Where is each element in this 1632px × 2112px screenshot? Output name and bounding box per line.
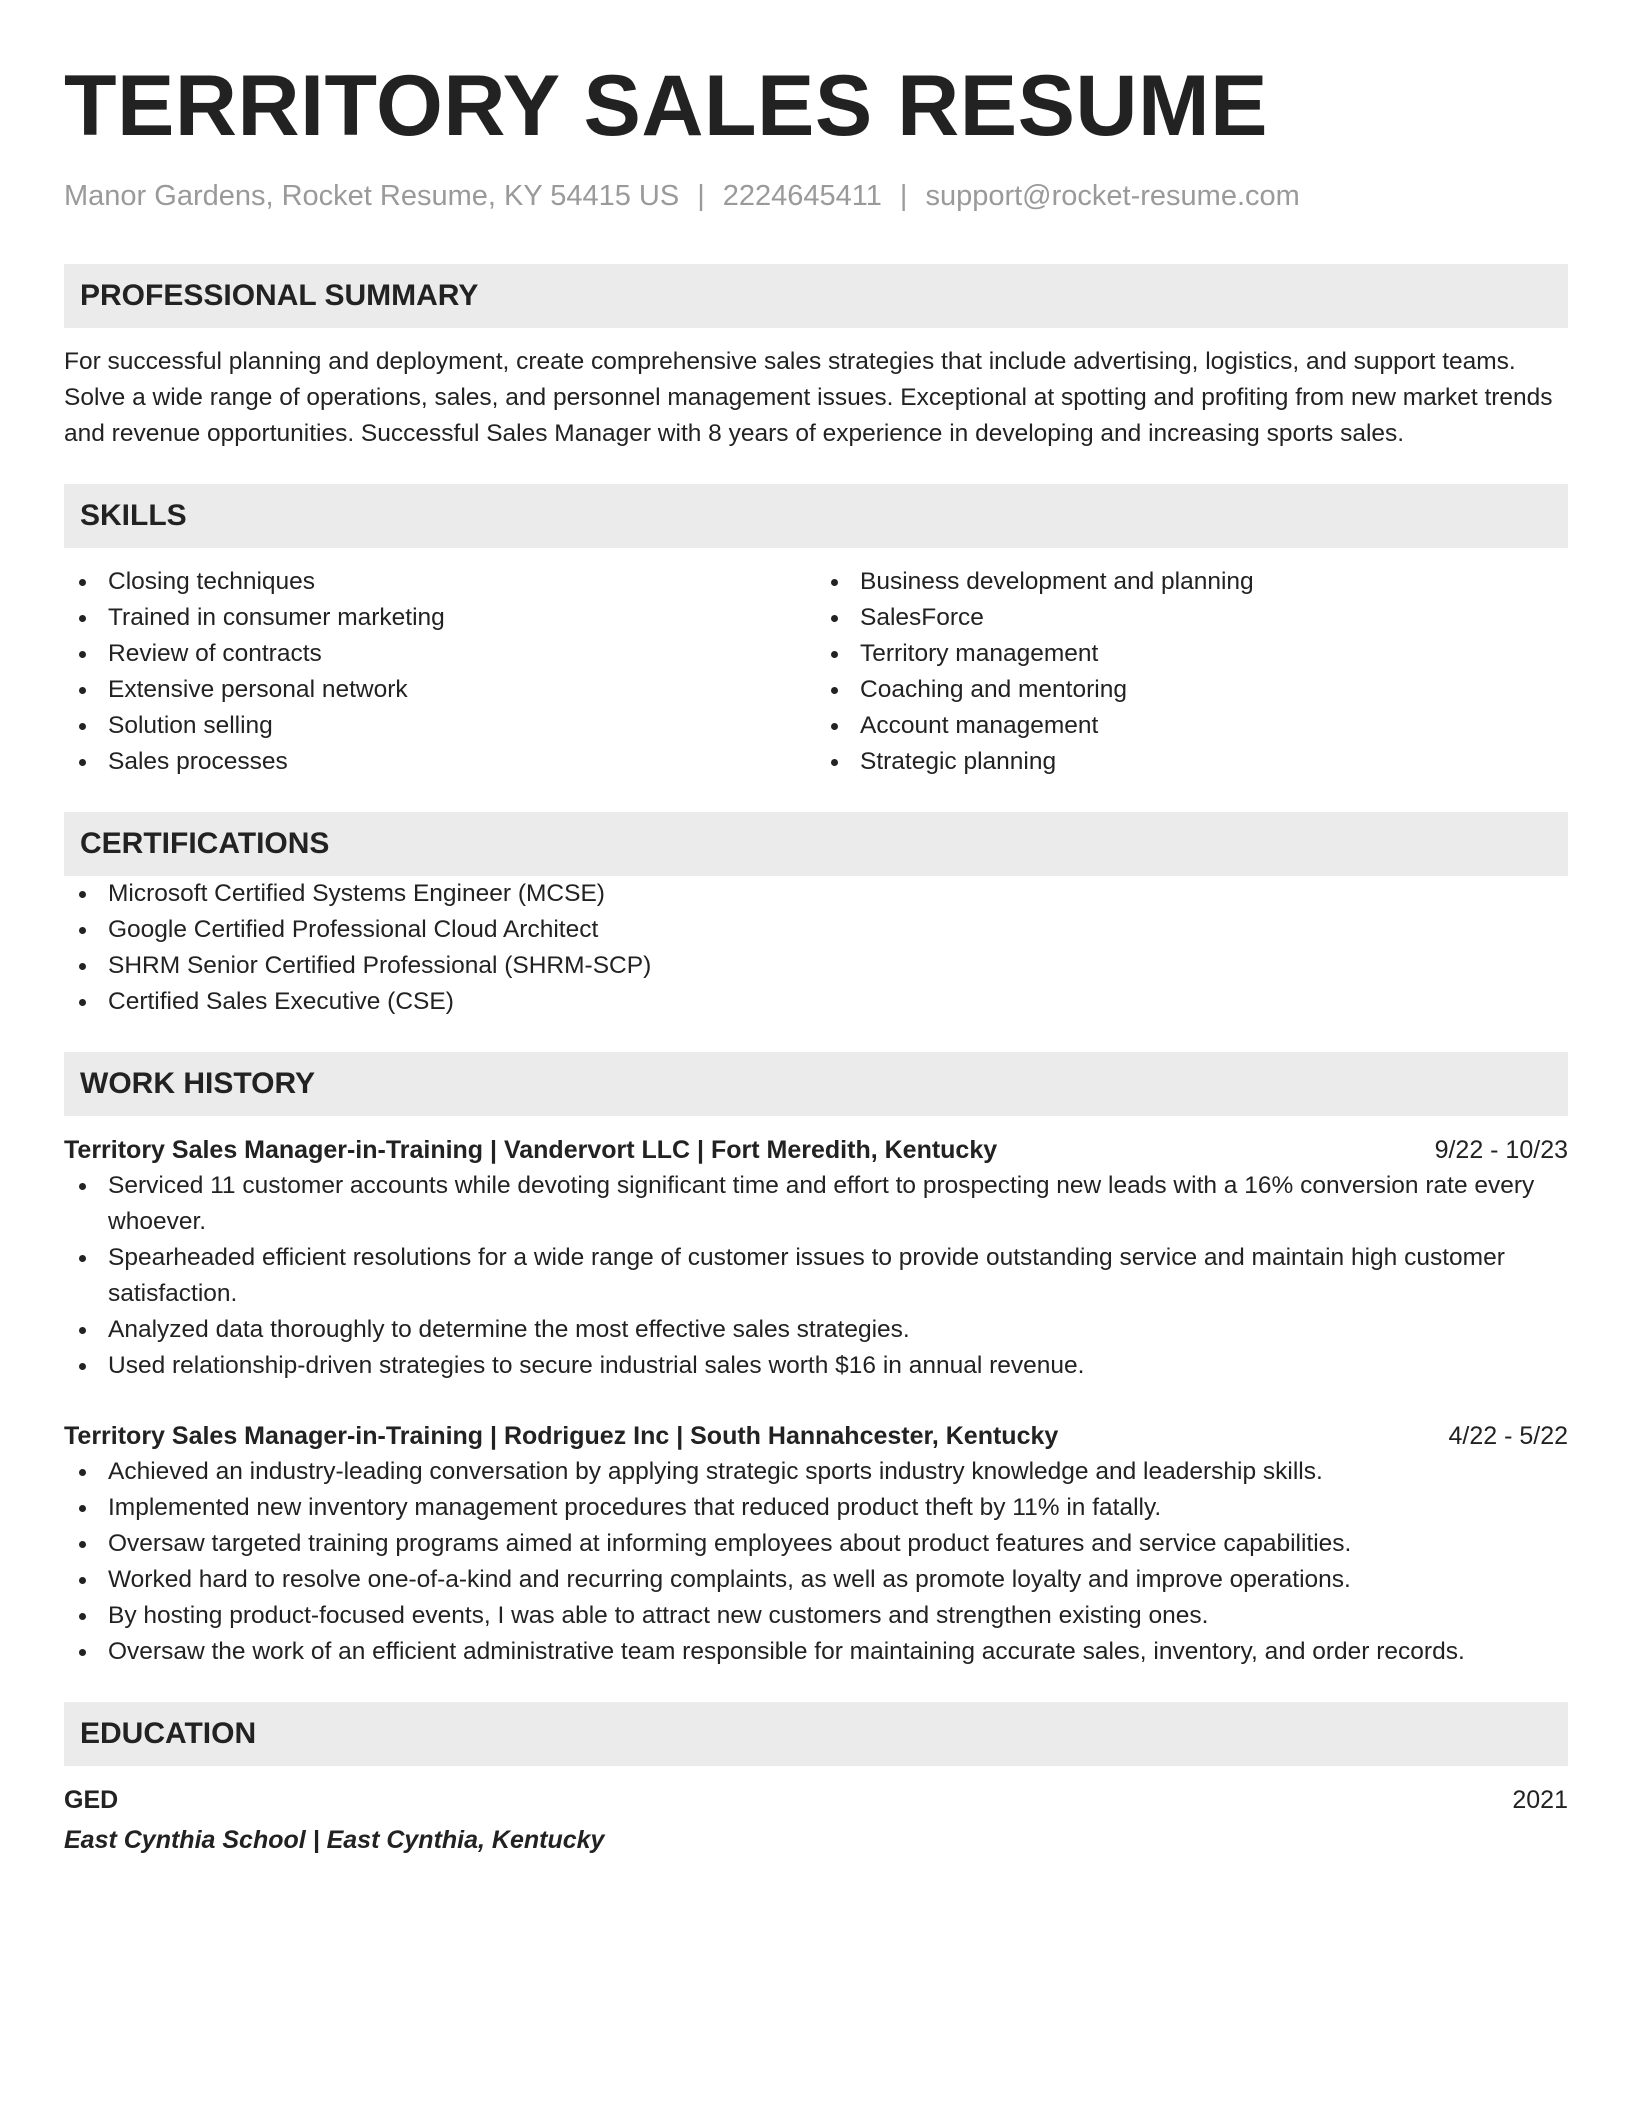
job-bullet: Used relationship-driven strategies to secure industrial sales worth $16 in annual revenue. bbox=[64, 1348, 1568, 1384]
certifications-list bbox=[64, 876, 1568, 1020]
job-bullet: By hosting product-focused events, I was able to attract new customers and strengthen existing ones. bbox=[64, 1598, 1568, 1634]
skill-item: Review of contracts bbox=[64, 636, 816, 672]
skill-item: Strategic planning bbox=[816, 744, 1568, 780]
job-dates: 9/22 - 10/23 bbox=[1434, 1136, 1568, 1164]
education-year: 2021 bbox=[1512, 1786, 1568, 1814]
job-bullet: Analyzed data thoroughly to determine the most effective sales strategies. bbox=[64, 1312, 1568, 1348]
skill-item: Closing techniques bbox=[64, 564, 816, 600]
certification-item: Google Certified Professional Cloud Architect bbox=[64, 912, 1568, 948]
contact-phone: 2224645411 bbox=[722, 180, 882, 212]
skill-item: Territory management bbox=[816, 636, 1568, 672]
contact-separator: | bbox=[899, 180, 908, 212]
job-dates: 4/22 - 5/22 bbox=[1448, 1422, 1568, 1450]
job-bullet: Spearheaded efficient resolutions for a wide range of customer issues to provide outstanding service and maintain high customer satisfaction. bbox=[64, 1240, 1568, 1312]
section-heading-certifications: CERTIFICATIONS bbox=[64, 812, 1568, 876]
skills-column-right bbox=[816, 564, 1568, 780]
section-heading-work-history: WORK HISTORY bbox=[64, 1052, 1568, 1116]
contact-separator: | bbox=[697, 180, 705, 212]
skill-item: SalesForce bbox=[816, 600, 1568, 636]
contact-line bbox=[64, 178, 1568, 214]
job-entry bbox=[64, 1418, 1568, 1670]
certification-item: Certified Sales Executive (CSE) bbox=[64, 984, 1568, 1020]
contact-address: Manor Gardens, Rocket Resume, KY 54415 US bbox=[64, 180, 680, 212]
skill-item: Business development and planning bbox=[816, 564, 1568, 600]
job-bullet: Worked hard to resolve one-of-a-kind and recurring complaints, as well as promote loyalty and improve operations. bbox=[64, 1562, 1568, 1598]
education-school: East Cynthia School | East Cynthia, Kentucky bbox=[64, 1826, 605, 1854]
job-bullets bbox=[64, 1168, 1568, 1384]
skills-column-left bbox=[64, 564, 816, 780]
job-header bbox=[64, 1132, 1568, 1168]
job-bullet: Oversaw targeted training programs aimed at informing employees about product features and service capabilities. bbox=[64, 1526, 1568, 1562]
skill-item: Trained in consumer marketing bbox=[64, 600, 816, 636]
skill-item: Sales processes bbox=[64, 744, 816, 780]
job-title: Territory Sales Manager-in-Training | Vandervort LLC | Fort Meredith, Kentucky bbox=[64, 1136, 998, 1164]
resume-title: TERRITORY SALES RESUME bbox=[64, 58, 1269, 154]
contact-email: support@rocket-resume.com bbox=[925, 180, 1300, 212]
skill-item: Coaching and mentoring bbox=[816, 672, 1568, 708]
certification-item: Microsoft Certified Systems Engineer (MCSE) bbox=[64, 876, 1568, 912]
job-title: Territory Sales Manager-in-Training | Rodriguez Inc | South Hannahcester, Kentucky bbox=[64, 1422, 1059, 1450]
job-bullet: Serviced 11 customer accounts while devoting significant time and effort to prospecting new leads with a 16% conversion rate every whoever. bbox=[64, 1168, 1568, 1240]
job-bullet: Achieved an industry-leading conversation by applying strategic sports industry knowledge and leadership skills. bbox=[64, 1454, 1568, 1490]
education-degree: GED bbox=[64, 1786, 119, 1814]
summary-text: For successful planning and deployment, create comprehensive sales strategies that include advertising, logistics, and support teams. Solve a wide range of operations, sales, and personnel management issues. Exceptional at spotting and profiting from new market trends and revenue opportunities. Successful Sales Manager with 8 years of experience in developing and increasing sports sales. bbox=[64, 348, 1553, 447]
job-bullet: Implemented new inventory management procedures that reduced product theft by 11% in fatally. bbox=[64, 1490, 1568, 1526]
skill-item: Solution selling bbox=[64, 708, 816, 744]
job-bullets bbox=[64, 1454, 1568, 1670]
section-heading-summary: PROFESSIONAL SUMMARY bbox=[64, 264, 1568, 328]
certification-item: SHRM Senior Certified Professional (SHRM-SCP) bbox=[64, 948, 1568, 984]
job-entry bbox=[64, 1132, 1568, 1384]
section-heading-skills: SKILLS bbox=[64, 484, 1568, 548]
skill-item: Extensive personal network bbox=[64, 672, 816, 708]
skills-list bbox=[64, 564, 1568, 780]
skill-item: Account management bbox=[816, 708, 1568, 744]
education-header bbox=[64, 1782, 1568, 1818]
job-bullet: Oversaw the work of an efficient administrative team responsible for maintaining accurate sales, inventory, and order records. bbox=[64, 1634, 1568, 1670]
section-heading-education: EDUCATION bbox=[64, 1702, 1568, 1766]
job-header bbox=[64, 1418, 1568, 1454]
